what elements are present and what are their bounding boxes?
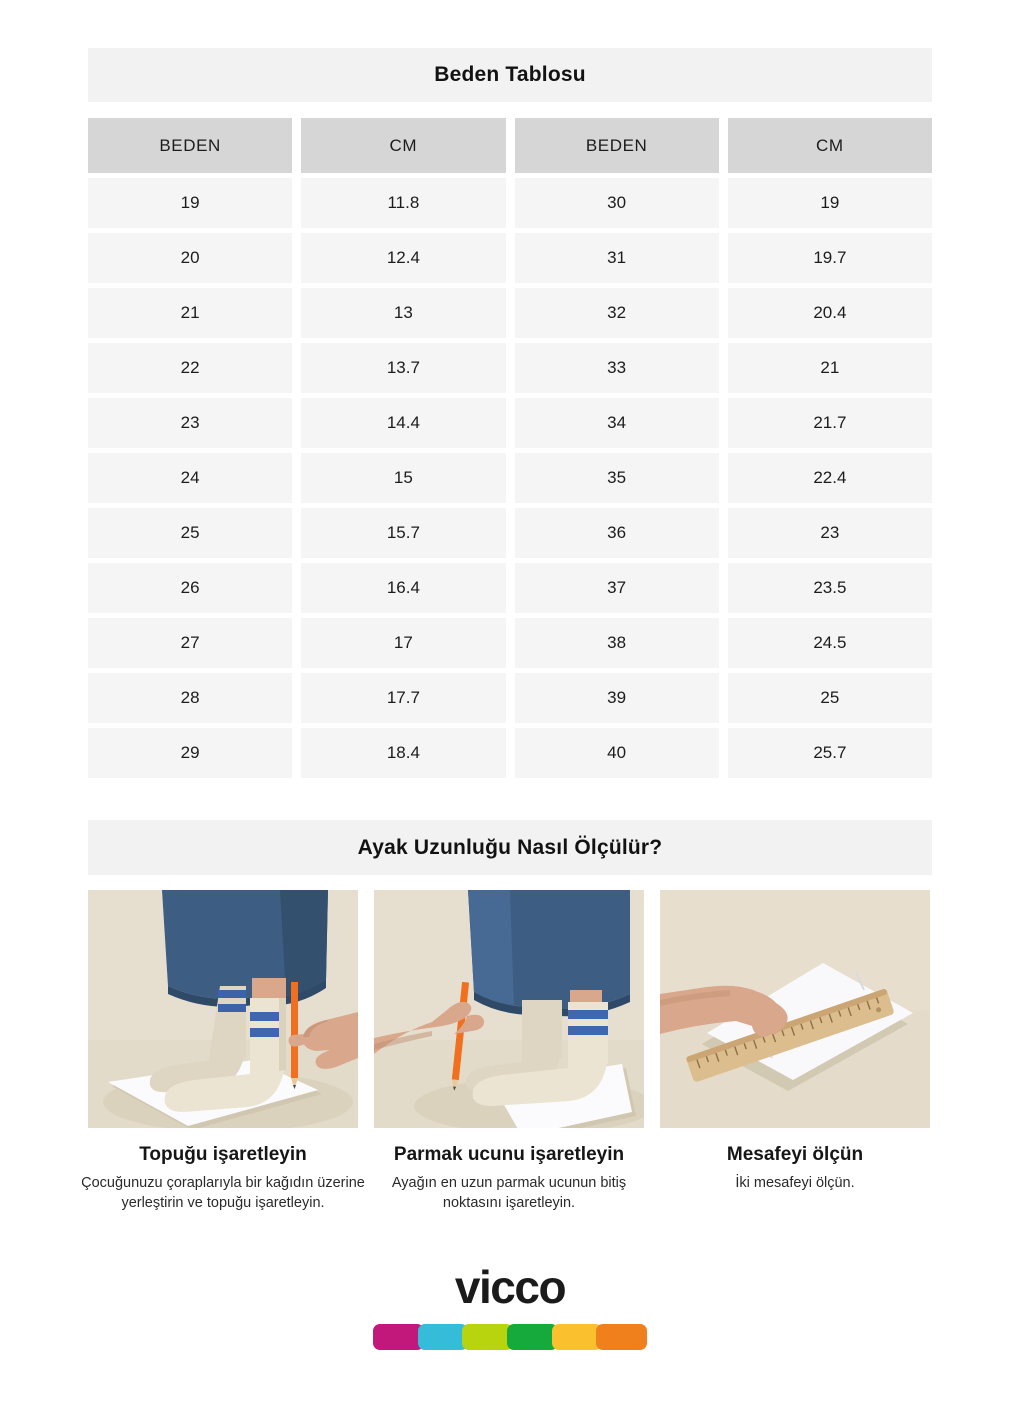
size-table-cell: 38 (515, 618, 719, 668)
size-table-cell: 24.5 (728, 618, 932, 668)
size-table-cell: 19.7 (728, 233, 932, 283)
size-table-cell: 32 (515, 288, 719, 338)
size-table-cell: 18.4 (301, 728, 505, 778)
measure-distance-photo (660, 890, 930, 1128)
size-table-cell: 28 (88, 673, 292, 723)
step-title: Parmak ucunu işaretleyin (393, 1144, 625, 1165)
step-title: Topuğu işaretleyin (139, 1144, 307, 1165)
size-table-cell: 19 (728, 178, 932, 228)
step-description: Ayağın en uzun parmak ucunun bitiş noktasını işaretleyin. (391, 1175, 627, 1212)
brand-color-segment (596, 1324, 647, 1350)
size-table-cell: 11.8 (301, 178, 505, 228)
brand-color-bar (373, 1324, 647, 1350)
measure-section-title: Ayak Uzunluğu Nasıl Ölçülür? (357, 835, 663, 859)
size-table-cell: 12.4 (301, 233, 505, 283)
step-description: İki mesafeyi ölçün. (735, 1175, 855, 1191)
size-table-cell: 26 (88, 563, 292, 613)
size-table-cell: 17 (301, 618, 505, 668)
size-table-cell: 19 (88, 178, 292, 228)
size-table-cell: 23 (88, 398, 292, 448)
size-table-cell: 17.7 (301, 673, 505, 723)
size-table-header-cell: CM (728, 118, 932, 173)
mark-toe-photo (374, 890, 644, 1128)
size-table-cell: 14.4 (301, 398, 505, 448)
brand-color-segment (552, 1324, 603, 1350)
size-table-header-cell: BEDEN (88, 118, 292, 173)
step-description: Çocuğunuzu çoraplarıyla bir kağıdın üzerine yerleştirin ve topuğu işaretleyin. (81, 1175, 365, 1212)
size-table-cell: 24 (88, 453, 292, 503)
size-table-cell: 23.5 (728, 563, 932, 613)
size-table-cell: 36 (515, 508, 719, 558)
size-table-cell: 20 (88, 233, 292, 283)
brand-color-segment (462, 1324, 513, 1350)
size-table-cell: 35 (515, 453, 719, 503)
step-measure-distance (660, 890, 930, 1214)
brand-color-segment (507, 1324, 558, 1350)
size-table-cell: 27 (88, 618, 292, 668)
size-table-grid (88, 118, 932, 778)
brand-color-segment (373, 1324, 424, 1350)
size-table-cell: 15 (301, 453, 505, 503)
brand-footer (88, 1260, 932, 1350)
size-table-cell: 22 (88, 343, 292, 393)
size-table-cell: 13.7 (301, 343, 505, 393)
size-table-cell: 37 (515, 563, 719, 613)
mark-heel-photo (88, 890, 358, 1128)
size-table-cell: 16.4 (301, 563, 505, 613)
size-table-cell: 39 (515, 673, 719, 723)
size-table-cell: 21.7 (728, 398, 932, 448)
size-table-title: Beden Tablosu (434, 63, 586, 86)
size-table-cell: 25 (88, 508, 292, 558)
measure-section-band (88, 820, 932, 875)
step-mark-toe (374, 890, 644, 1214)
size-table-title-band (88, 48, 932, 102)
brand-color-segment (418, 1324, 469, 1350)
size-table-cell: 22.4 (728, 453, 932, 503)
size-table-cell: 31 (515, 233, 719, 283)
size-table-cell: 23 (728, 508, 932, 558)
size-table-header-cell: CM (301, 118, 505, 173)
step-title: Mesafeyi ölçün (726, 1144, 864, 1165)
size-table-cell: 29 (88, 728, 292, 778)
size-table-cell: 25 (728, 673, 932, 723)
size-table-cell: 34 (515, 398, 719, 448)
size-table-cell: 30 (515, 178, 719, 228)
brand-logo: vicco (454, 1260, 566, 1313)
size-table-cell: 15.7 (301, 508, 505, 558)
measure-steps-row (81, 890, 932, 1214)
size-table-cell: 21 (88, 288, 292, 338)
size-table-cell: 13 (301, 288, 505, 338)
size-table-header-cell: BEDEN (515, 118, 719, 173)
size-table-cell: 21 (728, 343, 932, 393)
size-table-cell: 20.4 (728, 288, 932, 338)
size-table-cell: 33 (515, 343, 719, 393)
size-table-cell: 40 (515, 728, 719, 778)
step-mark-heel (81, 890, 365, 1214)
size-chart-page (81, 48, 932, 1350)
size-table-cell: 25.7 (728, 728, 932, 778)
